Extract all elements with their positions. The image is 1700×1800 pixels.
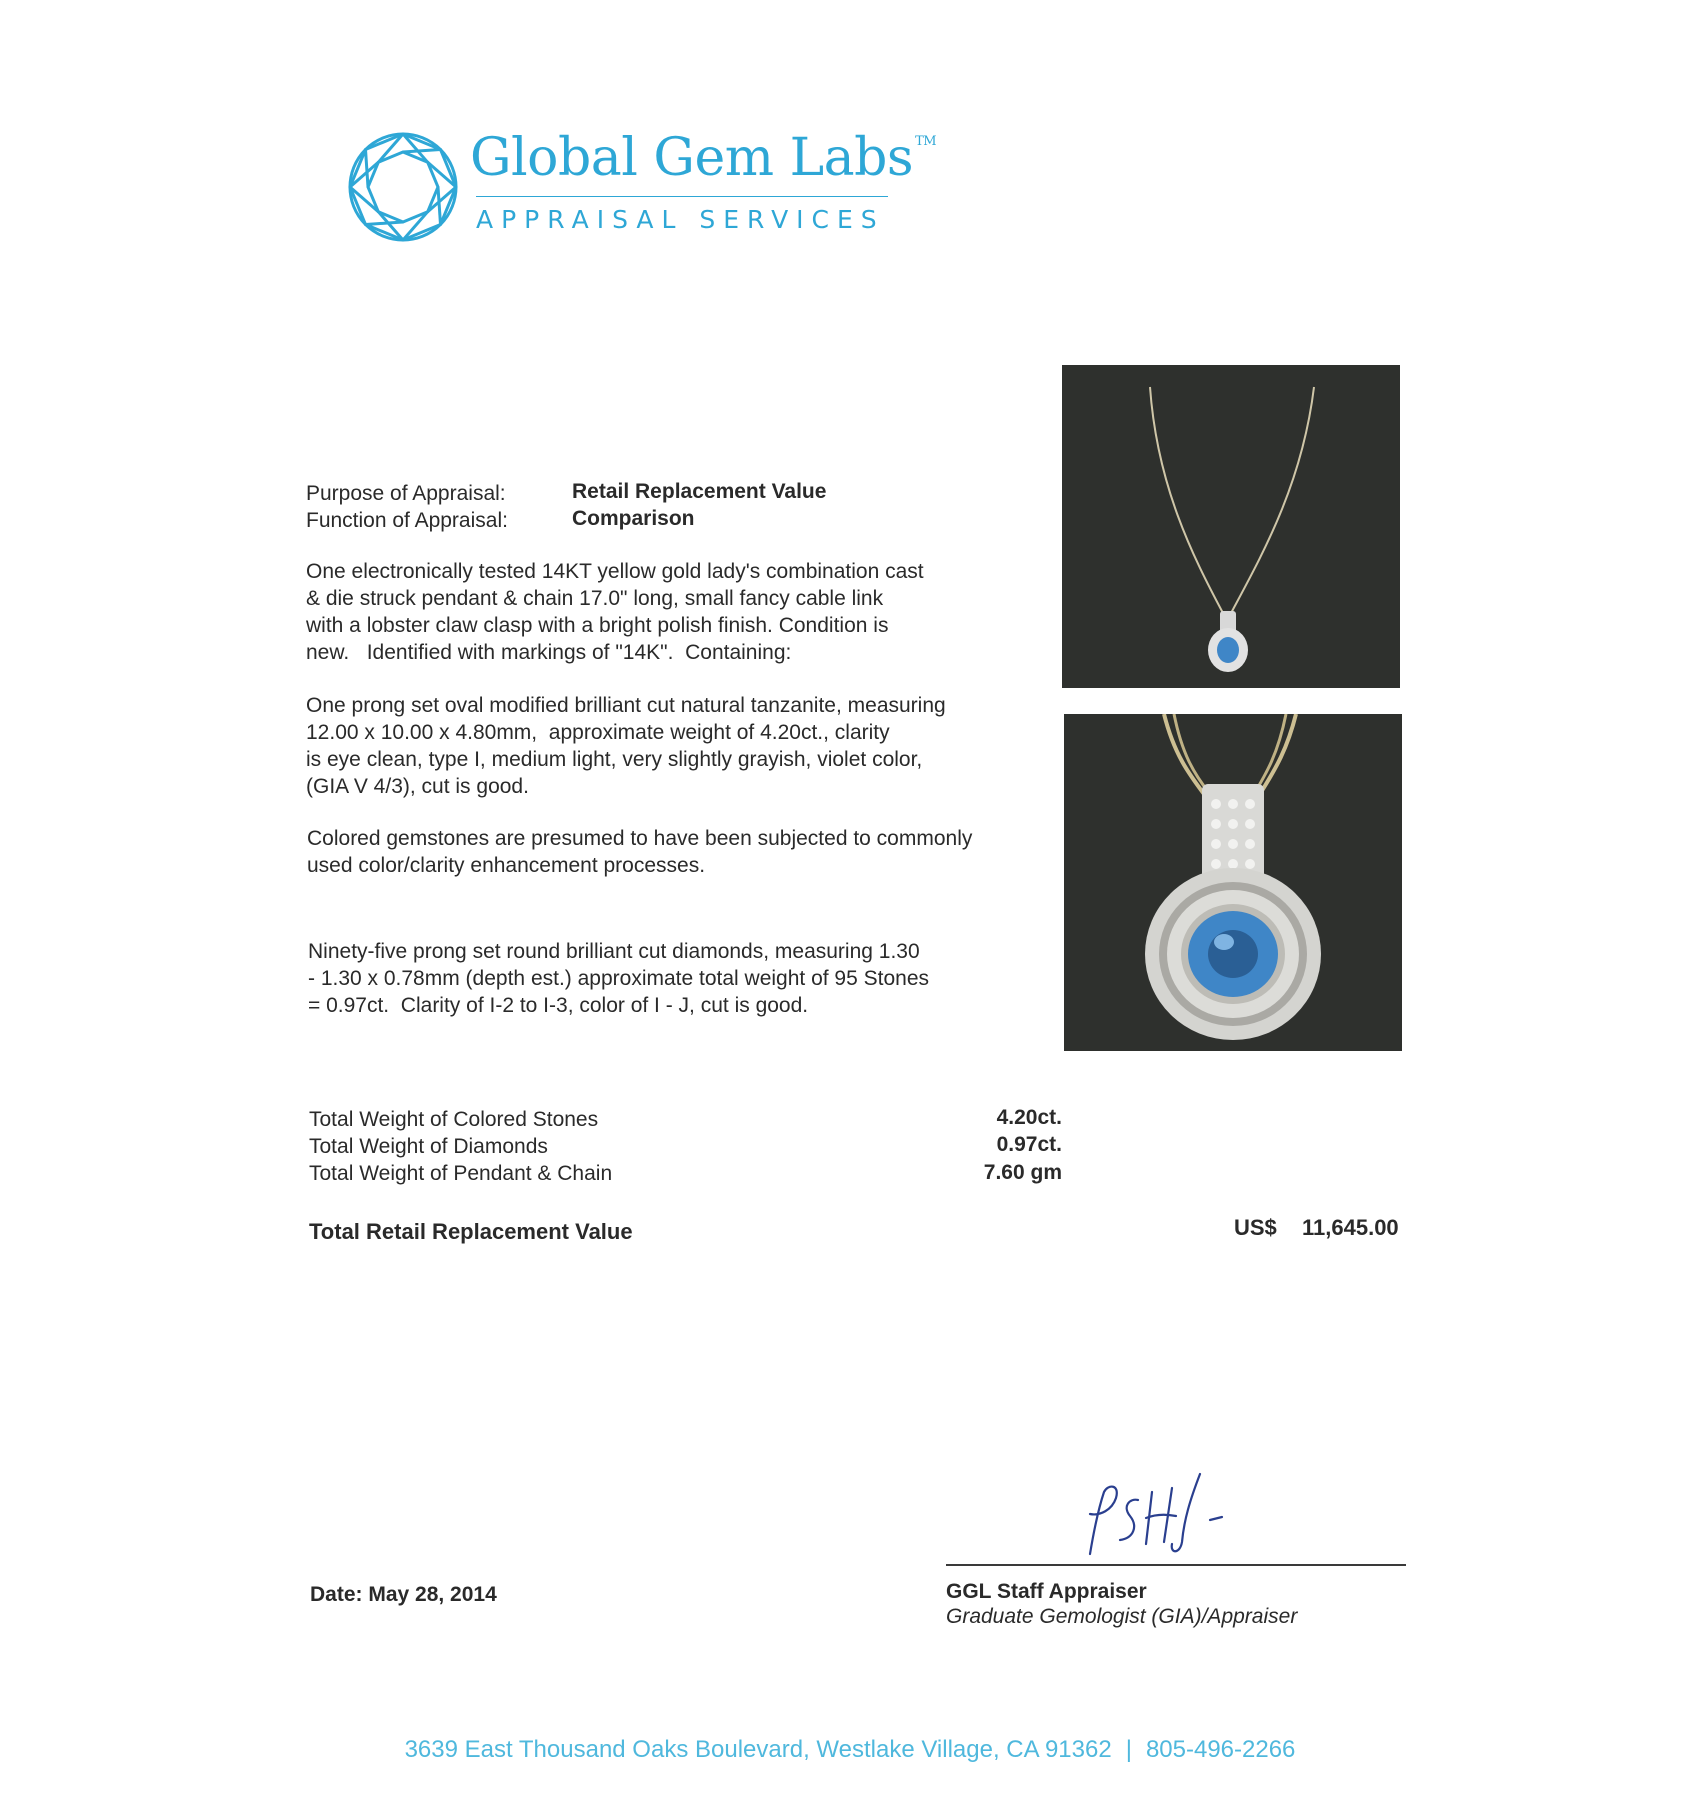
total-pendant-value: 7.60 gm [983,1161,1062,1184]
brand-subtitle: APPRAISAL SERVICES [476,205,885,234]
text-line: One electronically tested 14KT yellow gold lady's combination cast [306,560,924,583]
tanzanite-description [306,692,1036,800]
appraiser-signature [1060,1470,1240,1562]
treatment-disclosure [307,825,1037,879]
footer-separator: | [1125,1736,1132,1763]
text-line: with a lobster claw clasp with a bright polish finish. Condition is [306,614,889,637]
brand-divider [476,196,888,197]
footer-contact [0,1736,1700,1764]
total-colored-label: Total Weight of Colored Stones [309,1108,599,1131]
trademark-mark: TM [915,134,937,149]
pendant-closeup-photo [1064,714,1402,1051]
pendant-full-photo [1062,365,1400,688]
retail-value-label: Total Retail Replacement Value [309,1219,633,1244]
footer-address: 3639 East Thousand Oaks Boulevard, Westlake Village, CA 91362 [404,1736,1112,1763]
total-colored-value: 4.20ct. [996,1106,1062,1129]
text-line: (GIA V 4/3), cut is good. [306,775,529,798]
text-line: Colored gemstones are presumed to have been subjected to commonly [307,827,973,850]
signature-line [946,1564,1406,1566]
function-value: Comparison [572,507,695,530]
appraiser-name: GGL Staff Appraiser [946,1580,1147,1603]
retail-currency: US$ [1234,1215,1277,1240]
text-line: used color/clarity enhancement processes. [307,854,706,877]
brand-name: Global Gem Labs ™ [470,128,937,188]
purpose-value: Retail Replacement Value [572,480,827,503]
text-line: One prong set oval modified brilliant cut natural tanzanite, measuring [306,694,946,717]
text-line: - 1.30 x 0.78mm (depth est.) approximate total weight of 95 Stones [308,967,929,990]
function-label: Function of Appraisal: [306,509,508,532]
appraiser-title: Graduate Gemologist (GIA)/Appraiser [946,1605,1298,1628]
text-line: = 0.97ct. Clarity of I-2 to I-3, color of I - J, cut is good. [308,994,809,1017]
text-line: is eye clean, type I, medium light, very slightly grayish, violet color, [306,748,923,771]
text-line: 12.00 x 10.00 x 4.80mm, approximate weight of 4.20ct., clarity [306,721,890,744]
total-pendant-label: Total Weight of Pendant & Chain [309,1162,613,1185]
text-line: new. Identified with markings of "14K". Containing: [306,641,792,664]
retail-value-amount: 11,645.00 [1302,1215,1399,1240]
text-line: Ninety-five prong set round brilliant cut diamonds, measuring 1.30 [308,940,920,963]
purpose-label: Purpose of Appraisal: [306,482,506,505]
total-diamonds-label: Total Weight of Diamonds [309,1135,548,1158]
text-line: & die struck pendant & chain 17.0" long, small fancy cable link [306,587,884,610]
total-diamonds-value: 0.97ct. [996,1133,1062,1156]
gem-outline-icon [346,130,460,244]
appraisal-date: Date: May 28, 2014 [310,1583,497,1606]
mounting-description [306,558,1036,666]
diamonds-description [308,938,1008,1019]
footer-phone: 805-496-2266 [1145,1736,1296,1763]
